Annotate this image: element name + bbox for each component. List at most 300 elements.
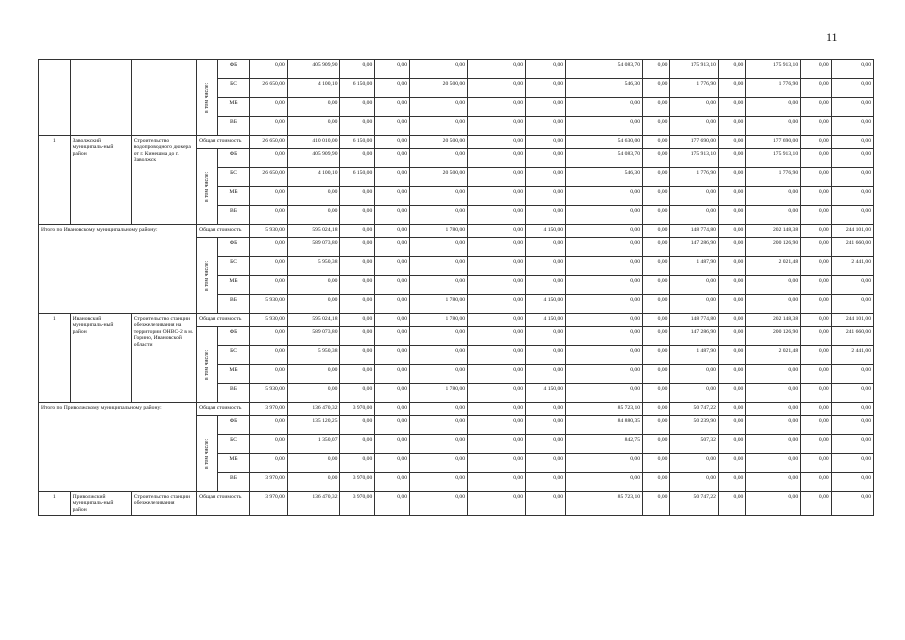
value-cell: 0,00 xyxy=(801,435,832,454)
value-cell: 0,00 xyxy=(831,435,873,454)
value-cell: 0,00 xyxy=(468,206,526,225)
value-cell: 0,00 xyxy=(643,295,670,314)
value-cell: 0,00 xyxy=(718,416,745,435)
value-cell: 0,00 xyxy=(340,238,375,257)
value-cell: 0,00 xyxy=(801,295,832,314)
value-cell: 0,00 xyxy=(801,276,832,295)
value-cell: 0,00 xyxy=(801,346,832,365)
value-cell: 507,32 xyxy=(670,435,718,454)
value-cell: 0,00 xyxy=(670,98,718,117)
value-cell: 0,00 xyxy=(746,206,801,225)
value-cell: 595 024,18 xyxy=(287,314,340,327)
value-cell: 0,00 xyxy=(410,117,468,136)
value-cell: 0,00 xyxy=(249,365,287,384)
value-cell: 0,00 xyxy=(287,454,340,473)
value-cell: 0,00 xyxy=(718,149,745,168)
value-cell: 54 083,70 xyxy=(566,60,643,79)
value-cell: 3 970,00 xyxy=(249,403,287,416)
value-cell: 0,00 xyxy=(746,473,801,492)
value-cell: 5 950,38 xyxy=(287,257,340,276)
value-cell: 0,00 xyxy=(410,60,468,79)
value-cell: 0,00 xyxy=(566,238,643,257)
value-cell: 0,00 xyxy=(718,365,745,384)
value-cell: 0,00 xyxy=(375,492,410,516)
value-cell: 0,00 xyxy=(718,276,745,295)
value-cell: 0,00 xyxy=(566,365,643,384)
value-cell: 0,00 xyxy=(249,187,287,206)
value-cell: 0,00 xyxy=(566,473,643,492)
funding-source-mb: МБ xyxy=(218,98,250,117)
value-cell: 0,00 xyxy=(801,238,832,257)
value-cell: 20 500,00 xyxy=(410,168,468,187)
project-name: Строительство станции обезжелезивания xyxy=(131,492,196,516)
value-cell: 0,00 xyxy=(375,454,410,473)
value-cell: 1 780,00 xyxy=(410,295,468,314)
value-cell: 0,00 xyxy=(831,187,873,206)
value-cell: 0,00 xyxy=(410,403,468,416)
value-cell: 0,00 xyxy=(746,365,801,384)
value-cell: 0,00 xyxy=(746,276,801,295)
value-cell: 0,00 xyxy=(643,117,670,136)
municipality-name: Приволжский муниципаль-ный район xyxy=(70,492,131,516)
funding-source-bs: БС xyxy=(218,257,250,276)
value-cell: 0,00 xyxy=(718,327,745,346)
value-cell: 0,00 xyxy=(249,435,287,454)
value-cell: 0,00 xyxy=(375,327,410,346)
value-cell: 26 650,00 xyxy=(249,79,287,98)
value-cell: 0,00 xyxy=(468,149,526,168)
including-text: в том числе: xyxy=(203,260,210,291)
value-cell: 546,30 xyxy=(566,79,643,98)
value-cell: 0,00 xyxy=(287,473,340,492)
value-cell: 0,00 xyxy=(526,238,566,257)
value-cell: 177 690,00 xyxy=(670,136,718,149)
value-cell: 135 120,25 xyxy=(287,416,340,435)
value-cell: 0,00 xyxy=(468,136,526,149)
row-number: 1 xyxy=(39,492,71,516)
value-cell: 0,00 xyxy=(718,79,745,98)
value-cell: 175 913,10 xyxy=(746,60,801,79)
value-cell: 54 083,70 xyxy=(566,149,643,168)
value-cell: 0,00 xyxy=(746,117,801,136)
value-cell: 0,00 xyxy=(718,60,745,79)
value-cell: 6 150,00 xyxy=(340,168,375,187)
value-cell: 0,00 xyxy=(801,79,832,98)
value-cell: 0,00 xyxy=(746,416,801,435)
value-cell: 26 650,00 xyxy=(249,168,287,187)
value-cell: 0,00 xyxy=(831,384,873,403)
value-cell: 1 487,90 xyxy=(670,346,718,365)
funding-source-mb: МБ xyxy=(218,454,250,473)
value-cell: 2 441,00 xyxy=(831,346,873,365)
including-label xyxy=(197,327,218,403)
value-cell: 0,00 xyxy=(340,117,375,136)
value-cell: 200 126,90 xyxy=(746,327,801,346)
value-cell: 0,00 xyxy=(468,117,526,136)
value-cell: 0,00 xyxy=(801,416,832,435)
value-cell: 0,00 xyxy=(526,416,566,435)
value-cell: 5 930,00 xyxy=(249,225,287,238)
value-cell: 0,00 xyxy=(340,327,375,346)
value-cell: 0,00 xyxy=(375,136,410,149)
value-cell: 4 100,10 xyxy=(287,79,340,98)
value-cell: 0,00 xyxy=(746,187,801,206)
value-cell: 3 970,00 xyxy=(249,492,287,516)
value-cell: 0,00 xyxy=(287,187,340,206)
value-cell: 0,00 xyxy=(249,98,287,117)
value-cell: 147 286,90 xyxy=(670,327,718,346)
value-cell: 0,00 xyxy=(340,454,375,473)
value-cell: 0,00 xyxy=(249,206,287,225)
value-cell: 20 500,00 xyxy=(410,136,468,149)
value-cell: 4 150,00 xyxy=(526,295,566,314)
value-cell: 0,00 xyxy=(526,257,566,276)
table-row xyxy=(39,225,874,238)
value-cell: 0,00 xyxy=(643,314,670,327)
value-cell: 1 487,90 xyxy=(670,257,718,276)
value-cell: 0,00 xyxy=(468,295,526,314)
value-cell: 6 150,00 xyxy=(340,79,375,98)
row-number: 1 xyxy=(39,136,71,225)
value-cell: 0,00 xyxy=(468,314,526,327)
value-cell: 0,00 xyxy=(670,187,718,206)
municipality-name: Заволжский муниципаль-ный район xyxy=(70,136,131,225)
value-cell: 0,00 xyxy=(410,473,468,492)
value-cell: 0,00 xyxy=(831,117,873,136)
value-cell: 0,00 xyxy=(375,435,410,454)
value-cell: 0,00 xyxy=(643,136,670,149)
value-cell: 0,00 xyxy=(287,365,340,384)
value-cell: 0,00 xyxy=(375,295,410,314)
value-cell: 0,00 xyxy=(526,149,566,168)
value-cell: 0,00 xyxy=(718,206,745,225)
funding-source-vb: ВБ xyxy=(218,473,250,492)
value-cell: 0,00 xyxy=(643,225,670,238)
value-cell: 0,00 xyxy=(340,276,375,295)
total-cost-label: Общая стоимость xyxy=(197,314,250,327)
funding-source-vb: ВБ xyxy=(218,117,250,136)
value-cell: 0,00 xyxy=(718,168,745,187)
value-cell: 0,00 xyxy=(340,346,375,365)
value-cell: 0,00 xyxy=(410,365,468,384)
value-cell: 2 021,48 xyxy=(746,346,801,365)
value-cell: 0,00 xyxy=(643,60,670,79)
value-cell: 0,00 xyxy=(526,403,566,416)
value-cell: 0,00 xyxy=(831,403,873,416)
value-cell: 0,00 xyxy=(801,327,832,346)
value-cell: 148 774,80 xyxy=(670,314,718,327)
value-cell: 0,00 xyxy=(287,206,340,225)
total-cost-label: Общая стоимость xyxy=(197,403,250,416)
value-cell: 0,00 xyxy=(566,454,643,473)
value-cell: 0,00 xyxy=(643,238,670,257)
value-cell: 0,00 xyxy=(801,225,832,238)
value-cell: 0,00 xyxy=(526,168,566,187)
funding-source-mb: МБ xyxy=(218,187,250,206)
including-text: в том числе: xyxy=(203,82,210,113)
value-cell: 0,00 xyxy=(526,327,566,346)
value-cell: 0,00 xyxy=(566,225,643,238)
value-cell: 241 660,00 xyxy=(831,327,873,346)
value-cell: 0,00 xyxy=(801,149,832,168)
value-cell: 0,00 xyxy=(375,187,410,206)
funding-source-fb: ФБ xyxy=(218,327,250,346)
value-cell: 0,00 xyxy=(718,492,745,516)
funding-source-fb: ФБ xyxy=(218,149,250,168)
value-cell: 0,00 xyxy=(718,295,745,314)
value-cell: 0,00 xyxy=(746,492,801,516)
value-cell: 5 930,00 xyxy=(249,384,287,403)
project-name: Строительство водопроводного дюкера от г. Кинешма до г. Заволжск xyxy=(131,136,196,225)
value-cell: 1 776,90 xyxy=(746,168,801,187)
funding-source-vb: ВБ xyxy=(218,295,250,314)
value-cell: 175 913,10 xyxy=(746,149,801,168)
value-cell: 0,00 xyxy=(801,136,832,149)
value-cell: 0,00 xyxy=(375,365,410,384)
value-cell: 0,00 xyxy=(249,238,287,257)
value-cell: 0,00 xyxy=(831,295,873,314)
value-cell: 0,00 xyxy=(340,314,375,327)
value-cell: 0,00 xyxy=(526,276,566,295)
value-cell: 0,00 xyxy=(801,492,832,516)
value-cell: 0,00 xyxy=(468,276,526,295)
value-cell: 1 776,90 xyxy=(670,168,718,187)
value-cell: 0,00 xyxy=(566,117,643,136)
value-cell: 0,00 xyxy=(643,149,670,168)
value-cell: 0,00 xyxy=(526,473,566,492)
value-cell: 0,00 xyxy=(718,435,745,454)
value-cell: 0,00 xyxy=(410,238,468,257)
value-cell: 0,00 xyxy=(566,314,643,327)
value-cell: 0,00 xyxy=(410,492,468,516)
funding-source-mb: МБ xyxy=(218,276,250,295)
value-cell: 0,00 xyxy=(375,149,410,168)
value-cell: 50 747,22 xyxy=(670,403,718,416)
including-text: в том числе: xyxy=(203,438,210,469)
value-cell: 0,00 xyxy=(643,365,670,384)
value-cell: 0,00 xyxy=(566,187,643,206)
value-cell: 0,00 xyxy=(375,314,410,327)
value-cell: 0,00 xyxy=(375,416,410,435)
value-cell: 1 776,90 xyxy=(670,79,718,98)
municipality-name xyxy=(70,60,131,136)
value-cell: 0,00 xyxy=(375,346,410,365)
table-row xyxy=(39,314,874,327)
value-cell: 0,00 xyxy=(375,206,410,225)
value-cell: 0,00 xyxy=(410,327,468,346)
funding-source-mb: МБ xyxy=(218,365,250,384)
project-name xyxy=(131,60,196,136)
value-cell: 54 630,00 xyxy=(566,136,643,149)
value-cell: 0,00 xyxy=(410,416,468,435)
value-cell: 50 747,22 xyxy=(670,492,718,516)
value-cell: 0,00 xyxy=(468,79,526,98)
value-cell: 0,00 xyxy=(340,435,375,454)
budget-table xyxy=(38,59,874,516)
value-cell: 0,00 xyxy=(287,117,340,136)
value-cell: 0,00 xyxy=(410,257,468,276)
value-cell: 5 930,00 xyxy=(249,314,287,327)
value-cell: 6 150,00 xyxy=(340,136,375,149)
value-cell: 241 660,00 xyxy=(831,238,873,257)
value-cell: 546,30 xyxy=(566,168,643,187)
value-cell: 0,00 xyxy=(643,473,670,492)
value-cell: 177 690,00 xyxy=(746,136,801,149)
value-cell: 0,00 xyxy=(718,98,745,117)
value-cell: 0,00 xyxy=(718,384,745,403)
value-cell: 2 021,48 xyxy=(746,257,801,276)
value-cell: 0,00 xyxy=(468,346,526,365)
value-cell: 0,00 xyxy=(375,473,410,492)
value-cell: 200 126,90 xyxy=(746,238,801,257)
value-cell: 0,00 xyxy=(526,435,566,454)
funding-source-vb: ВБ xyxy=(218,384,250,403)
value-cell: 595 024,18 xyxy=(287,225,340,238)
value-cell: 405 909,90 xyxy=(287,60,340,79)
total-cost-label: Общая стоимость xyxy=(197,492,250,516)
value-cell: 0,00 xyxy=(566,257,643,276)
funding-source-vb: ВБ xyxy=(218,206,250,225)
funding-source-bs: БС xyxy=(218,435,250,454)
value-cell: 20 500,00 xyxy=(410,79,468,98)
value-cell: 0,00 xyxy=(340,384,375,403)
value-cell: 0,00 xyxy=(831,454,873,473)
value-cell: 0,00 xyxy=(340,225,375,238)
value-cell: 0,00 xyxy=(801,454,832,473)
value-cell: 0,00 xyxy=(718,187,745,206)
value-cell: 5 930,00 xyxy=(249,295,287,314)
value-cell: 4 100,10 xyxy=(287,168,340,187)
value-cell: 0,00 xyxy=(643,206,670,225)
value-cell: 85 723,10 xyxy=(566,492,643,516)
value-cell: 0,00 xyxy=(801,314,832,327)
value-cell: 0,00 xyxy=(468,225,526,238)
value-cell: 0,00 xyxy=(410,187,468,206)
value-cell: 0,00 xyxy=(566,98,643,117)
value-cell: 0,00 xyxy=(643,79,670,98)
including-label xyxy=(197,238,218,314)
value-cell: 5 950,38 xyxy=(287,346,340,365)
value-cell: 0,00 xyxy=(375,238,410,257)
value-cell: 0,00 xyxy=(468,473,526,492)
total-cost-label: Общая стоимость xyxy=(197,225,250,238)
value-cell: 0,00 xyxy=(526,98,566,117)
value-cell: 0,00 xyxy=(643,327,670,346)
value-cell: 0,00 xyxy=(410,346,468,365)
value-cell: 0,00 xyxy=(526,117,566,136)
including-label xyxy=(197,149,218,225)
value-cell: 0,00 xyxy=(801,187,832,206)
value-cell: 0,00 xyxy=(670,384,718,403)
value-cell: 0,00 xyxy=(526,136,566,149)
value-cell: 1 776,90 xyxy=(746,79,801,98)
value-cell: 589 073,80 xyxy=(287,238,340,257)
value-cell: 2 441,00 xyxy=(831,257,873,276)
value-cell: 1 350,07 xyxy=(287,435,340,454)
value-cell: 0,00 xyxy=(718,238,745,257)
value-cell: 0,00 xyxy=(526,206,566,225)
value-cell: 0,00 xyxy=(375,60,410,79)
value-cell: 0,00 xyxy=(566,276,643,295)
value-cell: 0,00 xyxy=(375,257,410,276)
table-row xyxy=(39,403,874,416)
value-cell: 0,00 xyxy=(468,492,526,516)
value-cell: 175 913,10 xyxy=(670,60,718,79)
value-cell: 0,00 xyxy=(566,346,643,365)
value-cell: 1 780,00 xyxy=(410,225,468,238)
value-cell: 0,00 xyxy=(831,136,873,149)
value-cell: 0,00 xyxy=(801,473,832,492)
value-cell: 0,00 xyxy=(249,416,287,435)
value-cell: 0,00 xyxy=(801,403,832,416)
value-cell: 0,00 xyxy=(249,257,287,276)
value-cell: 0,00 xyxy=(643,98,670,117)
funding-source-bs: БС xyxy=(218,346,250,365)
value-cell: 0,00 xyxy=(718,403,745,416)
table-row xyxy=(39,492,874,516)
value-cell: 0,00 xyxy=(801,98,832,117)
value-cell: 0,00 xyxy=(468,403,526,416)
value-cell: 0,00 xyxy=(670,295,718,314)
value-cell: 4 150,00 xyxy=(526,314,566,327)
value-cell: 0,00 xyxy=(468,257,526,276)
value-cell: 0,00 xyxy=(526,346,566,365)
row-number: 1 xyxy=(39,314,71,403)
value-cell: 4 150,00 xyxy=(526,225,566,238)
value-cell: 0,00 xyxy=(526,492,566,516)
value-cell: 0,00 xyxy=(340,98,375,117)
funding-source-bs: БС xyxy=(218,79,250,98)
value-cell: 0,00 xyxy=(643,276,670,295)
value-cell: 0,00 xyxy=(801,117,832,136)
value-cell: 0,00 xyxy=(526,454,566,473)
value-cell: 202 148,38 xyxy=(746,225,801,238)
value-cell: 0,00 xyxy=(375,79,410,98)
value-cell: 0,00 xyxy=(526,365,566,384)
value-cell: 0,00 xyxy=(526,60,566,79)
funding-source-fb: ФБ xyxy=(218,238,250,257)
value-cell: 0,00 xyxy=(526,187,566,206)
value-cell: 0,00 xyxy=(287,98,340,117)
value-cell: 0,00 xyxy=(746,435,801,454)
value-cell: 148 774,80 xyxy=(670,225,718,238)
value-cell: 136 470,32 xyxy=(287,492,340,516)
value-cell: 0,00 xyxy=(468,238,526,257)
row-number xyxy=(39,60,71,136)
funding-source-fb: ФБ xyxy=(218,60,250,79)
value-cell: 0,00 xyxy=(831,60,873,79)
project-name: Строительство станции обезжелезивания на территории ОНВС-2 в м. Горино, Ивановской области xyxy=(131,314,196,403)
value-cell: 0,00 xyxy=(801,365,832,384)
value-cell: 0,00 xyxy=(468,327,526,346)
value-cell: 0,00 xyxy=(375,403,410,416)
value-cell: 0,00 xyxy=(643,435,670,454)
value-cell: 0,00 xyxy=(375,98,410,117)
table-row xyxy=(39,136,874,149)
value-cell: 0,00 xyxy=(643,257,670,276)
value-cell: 0,00 xyxy=(801,206,832,225)
group-total-label: Итого по Ивановскому муниципальному району: xyxy=(39,225,197,314)
value-cell: 0,00 xyxy=(643,187,670,206)
value-cell: 0,00 xyxy=(566,384,643,403)
value-cell: 0,00 xyxy=(375,225,410,238)
value-cell: 136 470,32 xyxy=(287,403,340,416)
value-cell: 0,00 xyxy=(718,117,745,136)
value-cell: 0,00 xyxy=(831,168,873,187)
value-cell: 0,00 xyxy=(340,206,375,225)
value-cell: 0,00 xyxy=(249,327,287,346)
value-cell: 410 010,00 xyxy=(287,136,340,149)
